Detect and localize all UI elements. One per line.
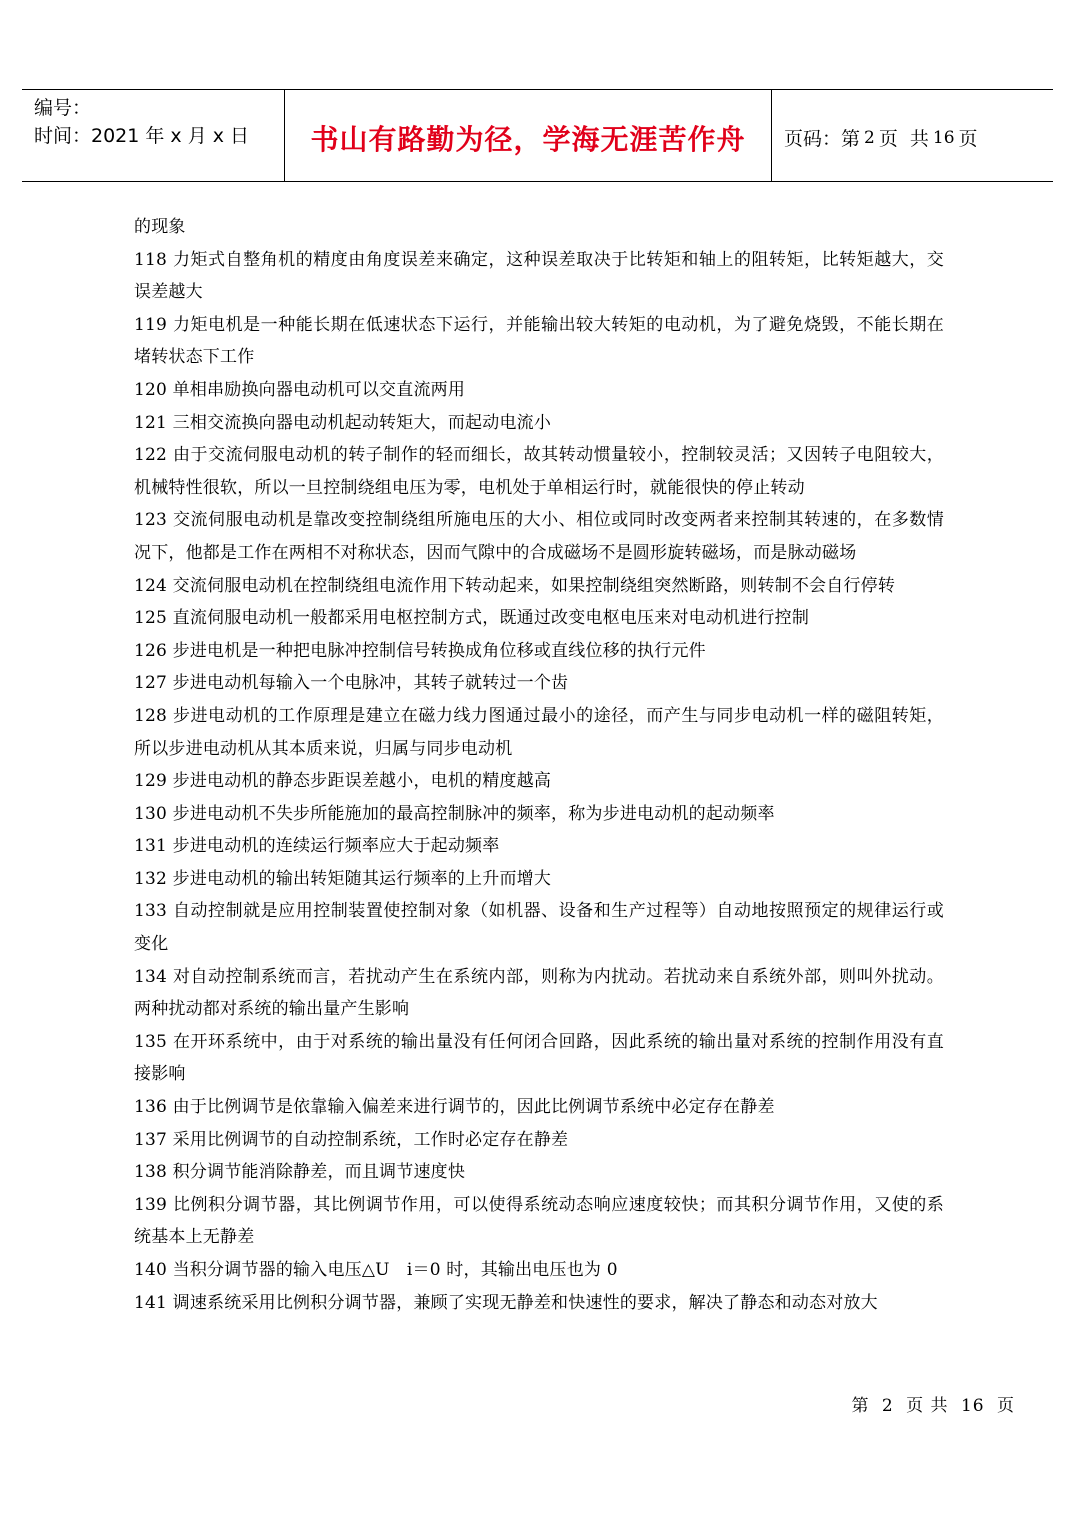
header-page-number: [772, 90, 1053, 181]
paragraph: 131 步进电动机的连续运行频率应大于起动频率: [134, 836, 500, 857]
paragraph: 141 调速系统采用比例积分调节器，兼顾了实现无静差和快速性的要求，解决了静态和动态对放大: [134, 1292, 878, 1313]
paragraph: 134 对自动控制系统而言，若扰动产生在系统内部，则称为内扰动。若扰动来自系统外部，则叫外扰动。两种扰动都对系统的输出量产生影响: [134, 966, 944, 1020]
footer-current-page: 2: [881, 1396, 894, 1416]
paragraph: 127 步进电动机每输入一个电脉冲，其转子就转过一个齿: [134, 673, 569, 694]
document-code-label: 编号：: [34, 97, 92, 119]
paragraph: 的现象: [134, 217, 186, 237]
paragraph: 122 由于交流伺服电动机的转子制作的轻而细长，故其转动惯量较小，控制较灵活；又因转子电阻较大，机械特性很软，所以一旦控制绕组电压为零，电机处于单相运行时，就能很快的停止转动: [134, 445, 944, 498]
paragraph: 130 步进电动机不失步所能施加的最高控制脉冲的频率，称为步进电动机的起动频率: [134, 803, 775, 824]
paragraph: 120 单相串励换向器电动机可以交直流两用: [134, 379, 466, 400]
paragraph: 121 三相交流换向器电动机起动转矩大，而起动电流小: [134, 412, 552, 433]
header-motto: 书山有路勤为径，学海无涯苦作舟: [285, 90, 772, 181]
paragraph: 124 交流伺服电动机在控制绕组电流作用下转动起来，如果控制绕组突然断路，则转制不会自行停转: [134, 575, 896, 596]
total-prefix: 共: [909, 128, 929, 150]
paragraph: 140 当积分调节器的输入电压△U i＝0 时，其输出电压也为 0: [134, 1260, 618, 1280]
footer-total-pages: 16: [960, 1396, 985, 1416]
footer-suffix: 页: [997, 1396, 1015, 1416]
paragraph: 135 在开环系统中，由于对系统的输出量没有任何闭合回路，因此系统的输出量对系统的控制作用没有直接影响: [134, 1031, 944, 1085]
paragraph: 123 交流伺服电动机是靠改变控制绕组所施电压的大小、相位或同时改变两者来控制其转速的，在多数情况下，他都是工作在两相不对称状态，因而气隙中的合成磁场不是圆形旋转磁场，而是脉动磁场: [134, 510, 944, 563]
document-body: [134, 211, 944, 1319]
paragraph: 132 步进电动机的输出转矩随其运行频率的上升而增大: [134, 868, 552, 889]
document-time: 时间：2021 年 x 月 x 日: [34, 125, 250, 147]
paragraph: 119 力矩电机是一种能长期在低速状态下运行，并能输出较大转矩的电动机，为了避免烧毁，不能长期在堵转状态下工作: [134, 314, 944, 368]
footer-mid: 页 共: [906, 1396, 949, 1416]
paragraph: 129 步进电动机的静态步距误差越小，电机的精度越高: [134, 771, 552, 792]
paragraph: 139 比例积分调节器，其比例调节作用，可以使得系统动态响应速度较快；而其积分调节作用，又使的系统基本上无静差: [134, 1194, 944, 1248]
current-page: 2: [864, 127, 875, 148]
footer-prefix: 第: [851, 1396, 870, 1416]
total-pages: 16: [932, 127, 955, 148]
page-header: [22, 89, 1053, 182]
paragraph: 133 自动控制就是应用控制装置使控制对象（如机器、设备和生产过程等）自动地按照预定的规律运行或变化: [134, 901, 944, 955]
paragraph: 126 步进电机是一种把电脉冲控制信号转换成角位移或直线位移的执行元件: [134, 640, 706, 661]
paragraph: 128 步进电动机的工作原理是建立在磁力线力图通过最小的途径，而产生与同步电动机一样的磁阻转矩，所以步进电动机从其本质来说，归属与同步电动机: [134, 705, 944, 759]
paragraph: 137 采用比例调节的自动控制系统，工作时必定存在静差: [134, 1129, 569, 1150]
paragraph: 138 积分调节能消除静差，而且调节速度快: [134, 1162, 466, 1183]
page-mid: 页: [878, 128, 898, 150]
total-suffix: 页: [958, 128, 978, 150]
header-meta: [22, 90, 285, 181]
paragraph: 125 直流伺服电动机一般都采用电枢控制方式，既通过改变电枢电压来对电动机进行控制: [134, 608, 810, 629]
paragraph: 118 力矩式自整角机的精度由角度误差来确定，这种误差取决于比转矩和轴上的阻转矩，比转矩越大，交误差越大: [134, 249, 944, 303]
page-footer: [852, 1391, 1016, 1416]
page-prefix: 页码：第: [784, 128, 861, 150]
paragraph: 136 由于比例调节是依靠输入偏差来进行调节的，因此比例调节系统中必定存在静差: [134, 1097, 775, 1118]
